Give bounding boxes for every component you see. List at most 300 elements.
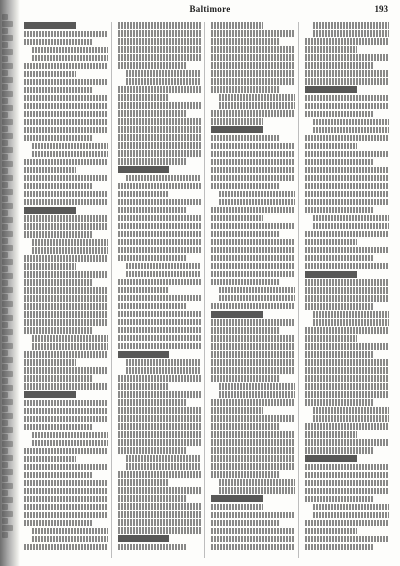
directory-entry-line xyxy=(305,111,374,118)
directory-entry-line xyxy=(305,62,374,69)
facing-page-text-fragment xyxy=(2,14,8,20)
directory-entry-line xyxy=(305,239,357,246)
directory-entry-line xyxy=(24,327,92,334)
facing-page-text-fragment xyxy=(2,133,13,139)
directory-entry-line xyxy=(32,47,108,54)
directory-entry-line xyxy=(211,255,295,262)
directory-entry-line xyxy=(118,247,202,254)
directory-entry-line xyxy=(305,231,390,238)
facing-page-text-fragment xyxy=(2,84,8,90)
facing-page-text-fragment xyxy=(2,126,8,132)
directory-entry-line xyxy=(211,544,295,551)
directory-entry-line xyxy=(305,199,390,206)
directory-entry-line xyxy=(118,479,170,486)
facing-page-text-fragment xyxy=(2,427,13,433)
directory-entry-line xyxy=(24,311,108,318)
facing-page-text-fragment xyxy=(2,189,13,195)
facing-page-text-fragment xyxy=(2,91,13,97)
directory-entry-line xyxy=(305,247,390,254)
directory-entry-line xyxy=(118,142,202,149)
directory-entry-line xyxy=(211,54,295,61)
directory-entry-line xyxy=(211,159,295,166)
facing-page-text-fragment xyxy=(2,462,8,468)
directory-entry-line xyxy=(305,175,390,182)
directory-entry-line xyxy=(313,504,390,511)
directory-entry-line xyxy=(211,30,295,37)
facing-page-text-fragment xyxy=(2,161,13,167)
facing-page-text-fragment xyxy=(2,420,8,426)
directory-entry-line xyxy=(24,215,108,222)
directory-entry-line xyxy=(211,504,263,511)
column-4 xyxy=(305,22,393,558)
directory-entry-line xyxy=(32,239,108,246)
directory-entry-line xyxy=(219,383,295,390)
directory-entry-line xyxy=(211,118,263,125)
directory-entry-line xyxy=(219,391,295,398)
directory-entry-line xyxy=(24,63,108,70)
directory-entry-line xyxy=(118,150,202,157)
directory-entry-line xyxy=(24,271,108,278)
directory-entry-line xyxy=(211,110,295,117)
directory-entry-line xyxy=(32,432,108,439)
directory-entry-line xyxy=(126,78,202,85)
directory-entry-line xyxy=(24,472,92,479)
facing-page-text-fragment xyxy=(2,511,13,517)
directory-entry-line xyxy=(305,279,390,286)
facing-page-text-fragment xyxy=(2,532,8,538)
directory-entry-line xyxy=(126,455,202,462)
facing-page-text-fragment xyxy=(2,336,8,342)
facing-page-text-fragment xyxy=(2,322,8,328)
directory-entry-line xyxy=(211,471,279,478)
directory-entry-line xyxy=(211,455,295,462)
directory-entry-line xyxy=(305,95,390,102)
directory-entry-line xyxy=(211,231,279,238)
directory-entry-line xyxy=(24,223,108,230)
directory-entry-line xyxy=(32,247,108,254)
facing-page-text-fragment xyxy=(2,518,8,524)
directory-entry-line xyxy=(305,135,390,142)
directory-entry-line xyxy=(118,183,202,190)
facing-page-text-fragment xyxy=(2,56,8,62)
facing-page-text-fragment xyxy=(2,469,13,475)
facing-page-edge xyxy=(2,14,18,554)
running-head: Baltimore xyxy=(189,4,231,14)
directory-entry-line xyxy=(211,183,279,190)
directory-entry-line xyxy=(211,126,263,133)
directory-entry-line xyxy=(305,271,357,278)
directory-entry-line xyxy=(211,536,295,543)
directory-entry-line xyxy=(305,38,390,45)
directory-entry-line xyxy=(118,255,186,262)
facing-page-text-fragment xyxy=(2,343,13,349)
directory-entry-line xyxy=(24,263,76,270)
directory-entry-line xyxy=(211,279,279,286)
directory-entry-line xyxy=(313,407,390,414)
directory-entry-line xyxy=(118,375,202,382)
facing-page-text-fragment xyxy=(2,140,8,146)
directory-entry-line xyxy=(211,38,279,45)
directory-entry-line xyxy=(24,127,108,134)
directory-entry-line xyxy=(305,367,390,374)
directory-entry-line xyxy=(305,54,390,61)
directory-entry-line xyxy=(305,78,390,85)
directory-entry-line xyxy=(24,167,76,174)
directory-entry-line xyxy=(24,191,108,198)
directory-entry-line xyxy=(118,295,202,302)
directory-entry-line xyxy=(118,231,202,238)
facing-page-text-fragment xyxy=(2,329,13,335)
facing-page-text-fragment xyxy=(2,315,13,321)
directory-entry-line xyxy=(305,399,374,406)
directory-entry-line xyxy=(305,464,390,471)
directory-entry-line xyxy=(24,464,108,471)
facing-page-text-fragment xyxy=(2,280,8,286)
directory-entry-line xyxy=(24,367,108,374)
directory-entry-line xyxy=(118,215,202,222)
directory-entry-line xyxy=(118,544,186,551)
directory-entry-line xyxy=(305,159,374,166)
directory-entry-line xyxy=(211,512,295,519)
directory-entry-line xyxy=(211,415,295,422)
facing-page-text-fragment xyxy=(2,63,13,69)
directory-entry-line xyxy=(24,71,76,78)
directory-entry-line xyxy=(211,167,295,174)
facing-page-text-fragment xyxy=(2,413,13,419)
directory-entry-line xyxy=(211,447,295,454)
directory-entry-line xyxy=(118,527,202,534)
facing-page-text-fragment xyxy=(2,490,8,496)
facing-page-text-fragment xyxy=(2,203,13,209)
facing-page-text-fragment xyxy=(2,525,13,531)
directory-entry-line xyxy=(313,22,390,29)
directory-entry-line xyxy=(219,487,295,494)
directory-entry-line xyxy=(24,231,92,238)
facing-page-text-fragment xyxy=(2,217,13,223)
facing-page-text-fragment xyxy=(2,504,8,510)
facing-page-text-fragment xyxy=(2,77,13,83)
directory-entry-line xyxy=(211,528,295,535)
directory-entry-line xyxy=(24,319,108,326)
directory-entry-line xyxy=(211,520,279,527)
directory-entry-line xyxy=(305,496,374,503)
directory-entry-line xyxy=(24,95,108,102)
facing-page-text-fragment xyxy=(2,497,13,503)
directory-entry-line xyxy=(24,400,108,407)
directory-entry-line xyxy=(211,151,295,158)
directory-entry-line xyxy=(211,439,295,446)
directory-entry-line xyxy=(305,103,390,110)
facing-page-text-fragment xyxy=(2,252,8,258)
directory-entry-line xyxy=(211,239,295,246)
directory-entry-line xyxy=(211,143,295,150)
facing-page-text-fragment xyxy=(2,70,8,76)
directory-entry-line xyxy=(118,447,186,454)
directory-entry-line xyxy=(211,303,295,310)
directory-entry-line xyxy=(211,135,279,142)
page-number: 193 xyxy=(374,4,388,14)
facing-page-text-fragment xyxy=(2,147,13,153)
directory-entry-line xyxy=(211,335,295,342)
facing-page-text-fragment xyxy=(2,476,8,482)
directory-entry-line xyxy=(313,119,390,126)
directory-entry-line xyxy=(118,118,202,125)
directory-entry-line xyxy=(305,439,390,446)
facing-page-text-fragment xyxy=(2,35,13,41)
directory-entry-line xyxy=(211,343,295,350)
directory-entry-line xyxy=(305,295,390,302)
directory-entry-line xyxy=(118,519,202,526)
directory-entry-line xyxy=(118,503,202,510)
directory-entry-line xyxy=(118,110,186,117)
directory-entry-line xyxy=(305,86,357,93)
directory-entry-line xyxy=(24,383,108,390)
directory-entry-line xyxy=(118,46,202,53)
directory-entry-line xyxy=(24,295,108,302)
directory-entry-line xyxy=(118,22,202,29)
directory-entry-line xyxy=(118,223,202,230)
directory-entry-line xyxy=(211,207,295,214)
facing-page-text-fragment xyxy=(2,224,8,230)
directory-entry-line xyxy=(118,495,186,502)
directory-entry-line xyxy=(24,103,108,110)
directory-entry-line xyxy=(118,191,170,198)
directory-entry-line xyxy=(305,263,390,270)
directory-entry-line xyxy=(118,407,202,414)
directory-entry-line xyxy=(32,55,108,62)
directory-entry-line xyxy=(305,70,390,77)
directory-entry-line xyxy=(24,303,108,310)
directory-entry-line xyxy=(24,39,92,46)
binding-gutter xyxy=(0,0,20,566)
facing-page-text-fragment xyxy=(2,448,8,454)
directory-entry-line xyxy=(305,488,390,495)
directory-entry-line xyxy=(32,440,108,447)
directory-entry-line xyxy=(211,431,295,438)
facing-page-text-fragment xyxy=(2,175,13,181)
directory-entry-line xyxy=(211,407,263,414)
facing-page-text-fragment xyxy=(2,245,13,251)
directory-entry-line xyxy=(313,215,390,222)
directory-entry-line xyxy=(118,303,186,310)
directory-entry-line xyxy=(211,86,279,93)
directory-entry-line xyxy=(32,143,108,150)
directory-entry-line xyxy=(313,415,390,422)
directory-entry-line xyxy=(305,536,390,543)
directory-entry-line xyxy=(211,463,295,470)
column-1 xyxy=(24,22,112,558)
directory-entry-line xyxy=(24,351,108,358)
directory-entry-line xyxy=(24,31,108,38)
directory-entry-line xyxy=(313,30,390,37)
directory-entry-line xyxy=(118,38,202,45)
facing-page-text-fragment xyxy=(2,42,8,48)
directory-entry-line xyxy=(24,375,92,382)
directory-entry-line xyxy=(24,456,76,463)
directory-entry-line xyxy=(211,22,263,29)
directory-entry-line xyxy=(24,22,76,29)
facing-page-text-fragment xyxy=(2,308,8,314)
column-2 xyxy=(118,22,206,558)
facing-page-text-fragment xyxy=(2,182,8,188)
directory-entry-line xyxy=(24,207,76,214)
directory-entry-line xyxy=(118,54,202,61)
directory-entry-line xyxy=(126,263,202,270)
directory-entry-line xyxy=(118,239,202,246)
directory-entry-line xyxy=(126,271,202,278)
directory-entry-line xyxy=(211,311,263,318)
directory-entry-line xyxy=(32,151,108,158)
directory-entry-line xyxy=(118,134,202,141)
page-header xyxy=(20,0,400,18)
directory-entry-line xyxy=(219,287,295,294)
directory-entry-line xyxy=(118,439,202,446)
directory-entry-line xyxy=(305,472,390,479)
directory-entry-line xyxy=(24,287,108,294)
directory-entry-line xyxy=(24,119,108,126)
facing-page-text-fragment xyxy=(2,399,13,405)
directory-entry-line xyxy=(24,544,108,551)
directory-entry-line xyxy=(305,167,390,174)
directory-entry-line xyxy=(313,311,390,318)
facing-page-text-fragment xyxy=(2,259,13,265)
facing-page-text-fragment xyxy=(2,385,13,391)
directory-entry-line xyxy=(24,504,108,511)
directory-entry-line xyxy=(118,423,202,430)
directory-entry-line xyxy=(118,311,202,318)
directory-entry-line xyxy=(118,471,202,478)
facing-page-text-fragment xyxy=(2,406,8,412)
directory-entry-line xyxy=(126,463,202,470)
directory-entry-line xyxy=(305,391,390,398)
directory-entry-line xyxy=(24,488,108,495)
directory-entry-line xyxy=(305,143,357,150)
facing-page-text-fragment xyxy=(2,112,8,118)
directory-entry-line xyxy=(305,447,374,454)
facing-page-text-fragment xyxy=(2,168,8,174)
facing-page-text-fragment xyxy=(2,434,8,440)
facing-page-text-fragment xyxy=(2,483,13,489)
directory-entry-line xyxy=(32,343,108,350)
facing-page-text-fragment xyxy=(2,119,13,125)
directory-entry-line xyxy=(313,319,390,326)
directory-entry-line xyxy=(211,62,295,69)
facing-page-text-fragment xyxy=(2,364,8,370)
directory-entry-line xyxy=(24,79,108,86)
directory-entry-line xyxy=(211,78,295,85)
facing-page-text-fragment xyxy=(2,21,13,27)
facing-page-text-fragment xyxy=(2,266,8,272)
facing-page-text-fragment xyxy=(2,357,13,363)
directory-entry-line xyxy=(305,335,357,342)
directory-entry-line xyxy=(305,520,390,527)
directory-entry-line xyxy=(305,207,374,214)
facing-page-text-fragment xyxy=(2,105,13,111)
directory-entry-line xyxy=(24,480,108,487)
directory-entry-line xyxy=(24,391,76,398)
directory-entry-line xyxy=(24,111,108,118)
directory-entry-line xyxy=(305,359,390,366)
directory-entry-line xyxy=(305,287,390,294)
directory-entry-line xyxy=(126,359,202,366)
facing-page-text-fragment xyxy=(2,98,8,104)
facing-page-text-fragment xyxy=(2,238,8,244)
directory-entry-line xyxy=(211,399,295,406)
directory-entry-line xyxy=(118,199,202,206)
directory-entry-line xyxy=(32,335,108,342)
directory-entry-line xyxy=(24,512,108,519)
directory-entry-line xyxy=(211,175,295,182)
directory-entry-line xyxy=(219,479,295,486)
directory-entry-line xyxy=(305,191,390,198)
directory-entry-line xyxy=(24,424,92,431)
directory-entry-line xyxy=(313,127,390,134)
directory-entry-line xyxy=(24,255,108,262)
facing-page-text-fragment xyxy=(2,371,13,377)
directory-entry-line xyxy=(24,87,92,94)
directory-entry-line xyxy=(305,431,357,438)
directory-entry-line xyxy=(211,215,263,222)
directory-entry-line xyxy=(211,351,295,358)
directory-entry-line xyxy=(219,191,295,198)
facing-page-text-fragment xyxy=(2,210,8,216)
facing-page-text-fragment xyxy=(2,49,13,55)
directory-entry-line xyxy=(24,159,108,166)
directory-entry-line xyxy=(118,94,170,101)
directory-entry-line xyxy=(219,94,295,101)
directory-entry-line xyxy=(211,263,295,270)
directory-entry-line xyxy=(118,511,202,518)
directory-entry-line xyxy=(118,487,202,494)
directory-entry-line xyxy=(24,199,108,206)
directory-entry-line xyxy=(211,359,295,366)
directory-entry-line xyxy=(305,455,357,462)
directory-entry-line xyxy=(211,70,295,77)
directory-entry-line xyxy=(313,512,390,519)
directory-entry-line xyxy=(211,495,263,502)
directory-entry-line xyxy=(305,423,390,430)
directory-entry-line xyxy=(211,319,295,326)
facing-page-text-fragment xyxy=(2,154,8,160)
directory-entry-line xyxy=(118,62,186,69)
directory-entry-line xyxy=(24,279,92,286)
directory-entry-line xyxy=(211,46,295,53)
directory-entry-line xyxy=(118,343,202,350)
column-3 xyxy=(211,22,299,558)
directory-entry-line xyxy=(305,327,390,334)
directory-entry-line xyxy=(219,199,295,206)
directory-entry-line xyxy=(305,480,390,487)
directory-entry-line xyxy=(24,359,76,366)
directory-entry-line xyxy=(24,175,108,182)
directory-entry-line xyxy=(211,367,295,374)
directory-entry-line xyxy=(24,520,92,527)
directory-entry-line xyxy=(126,175,202,182)
directory-entry-line xyxy=(118,383,170,390)
directory-entry-line xyxy=(118,351,170,358)
directory-entry-line xyxy=(118,391,202,398)
directory-entry-line xyxy=(211,271,295,278)
directory-entry-line xyxy=(118,335,202,342)
directory-entry-line xyxy=(24,135,92,142)
directory-entry-line xyxy=(305,151,390,158)
directory-entry-line xyxy=(211,327,279,334)
directory-entry-line xyxy=(24,408,108,415)
facing-page-text-fragment xyxy=(2,455,13,461)
directory-entry-line xyxy=(219,102,295,109)
directory-entry-line xyxy=(126,70,202,77)
facing-page-text-fragment xyxy=(2,287,13,293)
